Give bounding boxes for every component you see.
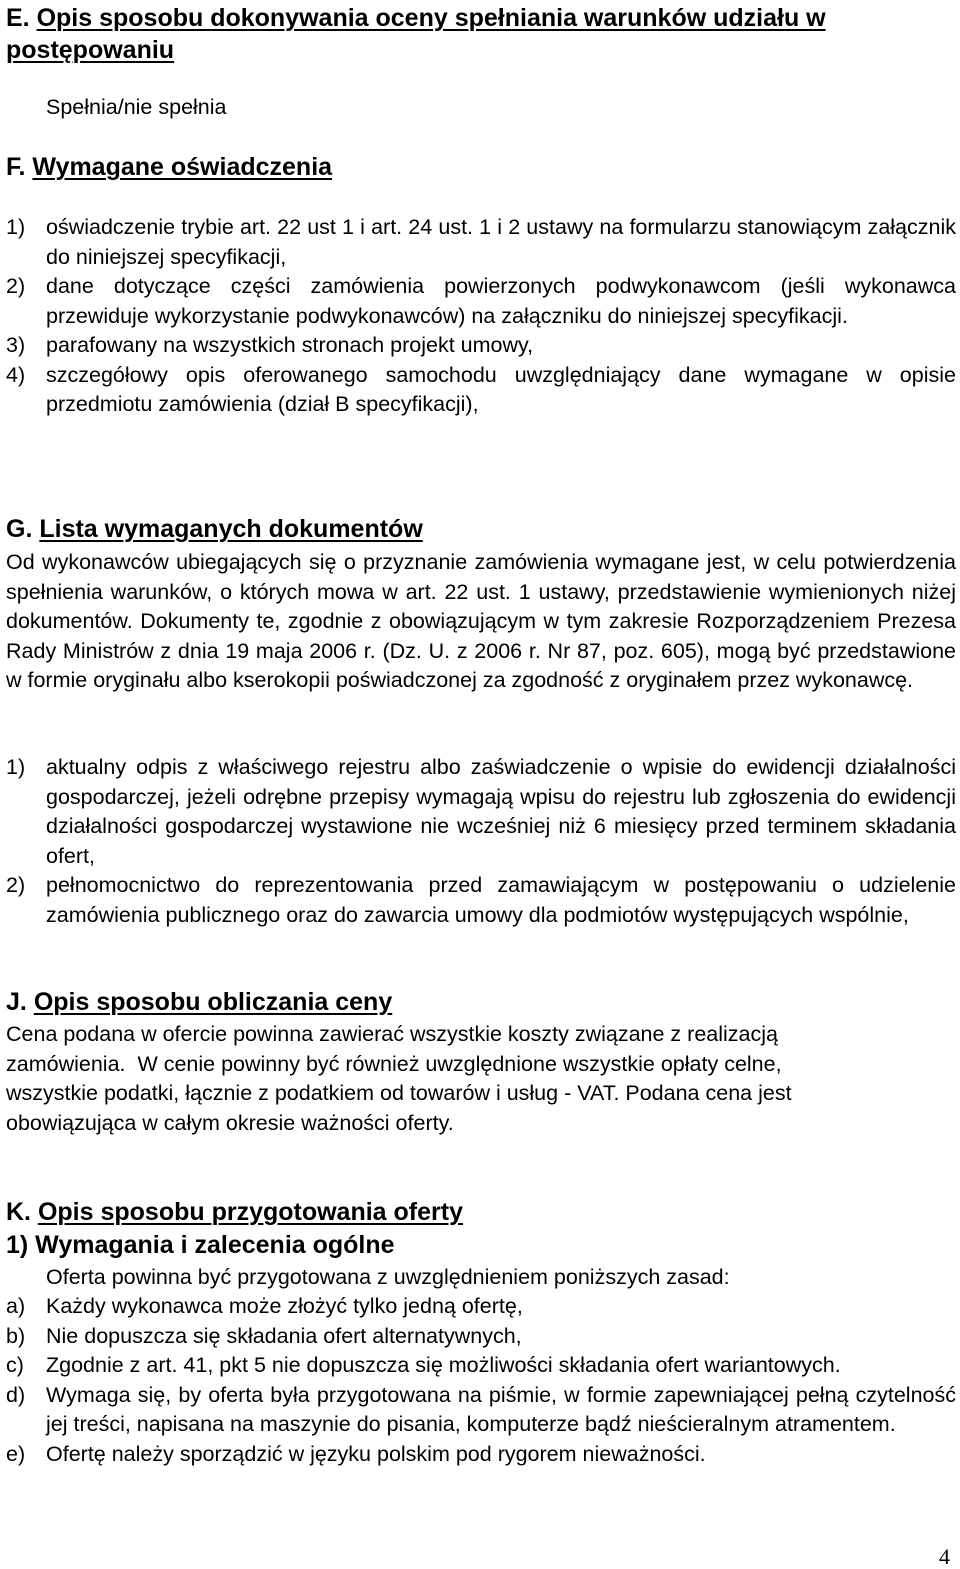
list-item-text: aktualny odpis z właściwego rejestru albo zaświadczenie o wpisie do ewidencji działalności gospodarczej, jeżeli odrębne przepisy wymagają wpisu do rejestru lub zgłoszenia do ewidencji działalności gospodarczej wystawione nie wcześniej niż 6 miesięcy przed terminem składania ofert, [46,755,956,868]
list-item-text: Ofertę należy sporządzić w języku polskim pod rygorem nieważności. [46,1441,706,1466]
page-number: 4 [939,1544,950,1569]
section-g-list [6,753,956,930]
section-k-subheading: 1) Wymagania i zalecenia ogólne [6,1231,395,1259]
list-item-number: c) [6,1353,24,1377]
list-item-text: Nie dopuszcza się składania ofert alternatywnych, [46,1323,522,1348]
list-item-number: 2) [6,274,26,298]
list-item [6,1440,956,1470]
list-item [6,213,956,272]
section-k-title: Opis sposobu przygotowania oferty [37,1198,463,1226]
list-item-number: 1) [6,215,26,239]
list-item-number: b) [6,1323,26,1348]
list-item-number: 1) [6,755,26,779]
list-item-number: 2) [6,873,26,897]
list-item-number: a) [6,1294,26,1318]
section-f-title: Wymagane oświadczenia [32,153,333,181]
section-j-body [6,1020,956,1138]
section-e-letter: E. [6,4,30,32]
list-item-text: Zgodnie z art. 41, pkt 5 nie dopuszcza się możliwości składania ofert wariantowych. [46,1353,841,1377]
section-g-intro: Od wykonawców ubiegających się o przyznanie zamówienia wymagane jest, w celu potwierdzenia spełnienia warunków, o których mowa w art. 22 ust. 1 ustawy, przedstawienie wymienionych niżej dokumentów. Dokumenty te, zgodnie z obowiązującym w tym zakresie Rozporządzeniem Prezesa Rady Ministrów z dnia 19 maja 2006 r. (Dz. U. z 2006 r. Nr 87, poz. 605), mogą być przedstawione w formie oryginału albo kserokopii poświadczonej za zgodność z oryginałem przez wykonawcę. [6,550,956,692]
list-item-number: 3) [6,333,26,357]
list-item-number: e) [6,1441,26,1466]
list-item-text: oświadczenie trybie art. 22 ust 1 i art. 24 ust. 1 i 2 ustawy na formularzu stanowiącym załącznik do niniejszej specyfikacji, [46,215,956,269]
section-g-title: Lista wymaganych dokumentów [39,515,423,543]
section-k-list [6,1292,956,1469]
list-item [6,361,956,420]
list-item [6,1381,956,1440]
section-g-letter: G. [6,515,33,543]
list-item [6,1351,956,1381]
section-j-letter: J. [6,988,27,1016]
list-item [6,753,956,871]
paragraph-line: Cena podana w ofercie powinna zawierać wszystkie koszty związane z realizacją [6,1022,778,1046]
section-e-body: Spełnia/nie spełnia [46,95,227,119]
list-item-text: Każdy wykonawca może złożyć tylko jedną ofertę, [46,1294,523,1318]
section-f-list [6,213,956,420]
paragraph-line: obowiązująca w całym okresie ważności oferty. [6,1110,454,1135]
list-item-number: d) [6,1382,26,1407]
section-j-title: Opis sposobu obliczania ceny [33,988,393,1016]
list-item [6,331,956,361]
list-item-text: pełnomocnictwo do reprezentowania przed zamawiającym w postępowaniu o udzielenie zamówienia publicznego oraz do zawarcia umowy dla podmiotów występujących wspólnie, [46,873,956,927]
section-g-heading [6,514,956,545]
paragraph-line: wszystkie podatki, łącznie z podatkiem od towarów i usług - VAT. Podana cena jest [6,1081,792,1105]
section-e-title: Opis sposobu dokonywania oceny spełniania warunków udziału w postępowaniu [6,4,826,64]
section-k-heading [6,1197,956,1228]
section-e-heading [6,2,956,66]
section-k-intro: Oferta powinna być przygotowana z uwzględnieniem poniższych zasad: [46,1265,730,1289]
section-f-heading [6,152,956,183]
list-item-text: Wymaga się, by oferta była przygotowana na piśmie, w formie zapewniającej pełną czytelność jej treści, napisana na maszynie do pisania, komputerze bądź nieścieralnym atramentem. [46,1382,956,1436]
list-item [6,1292,956,1322]
list-item [6,272,956,331]
section-j-heading [6,987,956,1018]
list-item-number: 4) [6,362,26,387]
list-item-text: parafowany na wszystkich stronach projekt umowy, [46,333,534,357]
list-item-text: szczegółowy opis oferowanego samochodu uwzględniający dane wymagane w opisie przedmiotu zamówienia (dział B specyfikacji), [46,362,956,416]
section-f-letter: F. [6,153,26,181]
list-item [6,871,956,930]
list-item-text: dane dotyczące części zamówienia powierzonych podwykonawcom (jeśli wykonawca przewiduje wykorzystanie podwykonawców) na załączniku do niniejszej specyfikacji. [46,274,956,328]
paragraph-line: zamówienia. W cenie powinny być również uwzględnione wszystkie opłaty celne, [6,1051,782,1076]
list-item [6,1322,956,1352]
section-k-letter: K. [6,1198,31,1226]
